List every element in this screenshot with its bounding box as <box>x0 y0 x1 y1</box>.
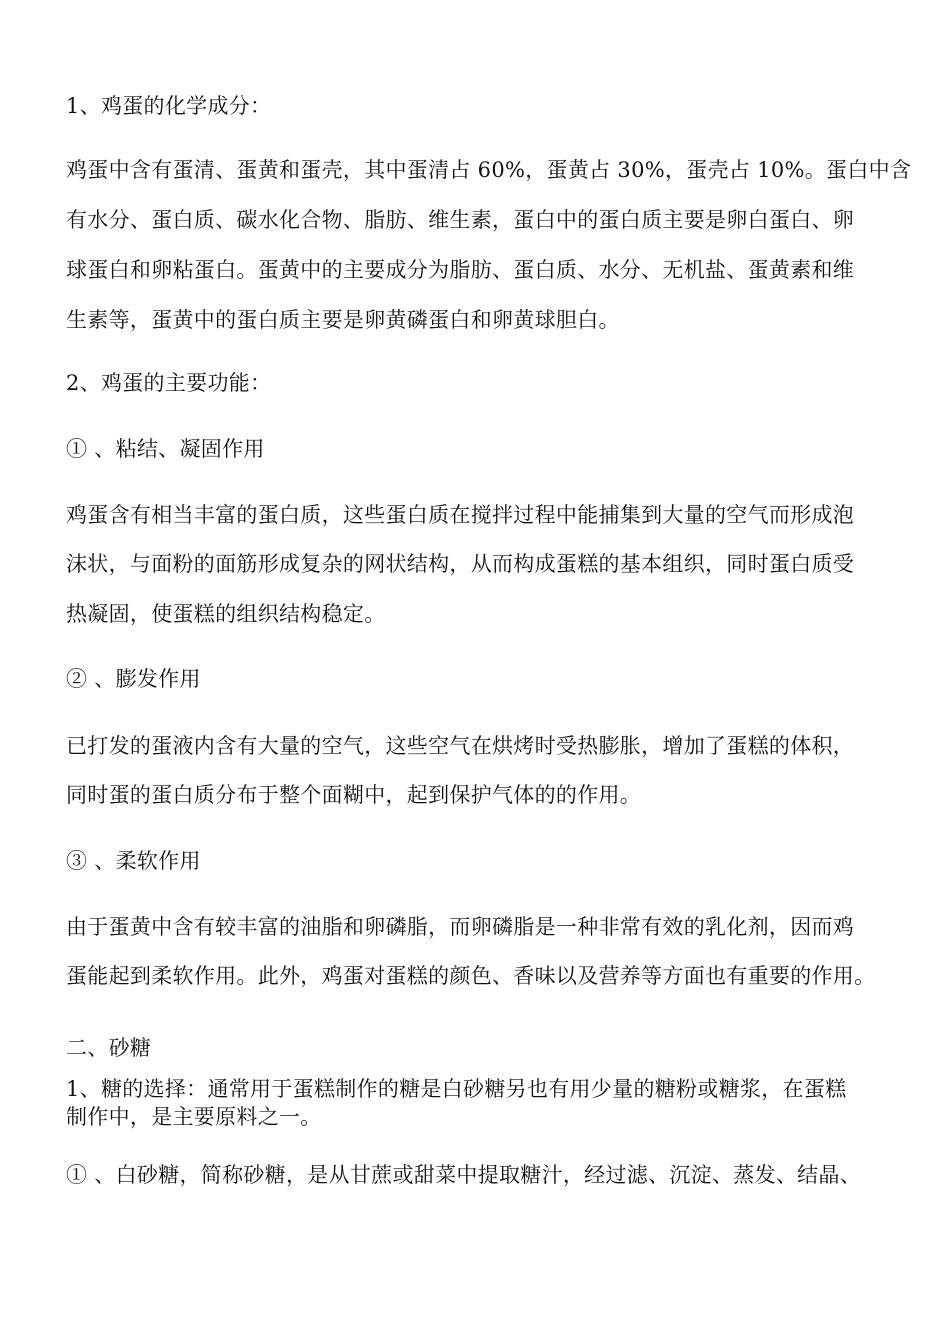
paragraph-line: 制作中，是主要原料之一。 <box>66 1105 322 1129</box>
subheading-binding: ① 、粘结、凝固作用 <box>66 437 265 461</box>
heading-chemical-composition: 1、鸡蛋的化学成分： <box>66 94 272 118</box>
paragraph-line: 已打发的蛋液内含有大量的空气，这些空气在烘烤时受热膨胀，增加了蛋糕的体积， <box>66 734 855 758</box>
paragraph-line: 生素等，蛋黄中的蛋白质主要是卵黄磷蛋白和卵黄球胆白。 <box>66 308 620 332</box>
paragraph-line: 1、糖的选择：通常用于蛋糕制作的糖是白砂糖另也有用少量的糖粉或糖浆，在蛋糕 <box>66 1077 847 1101</box>
paragraph-line: ① 、白砂糖，简称砂糖，是从甘蔗或甜菜中提取糖汁，经过滤、沉淀、蒸发、结晶、 <box>66 1163 862 1187</box>
paragraph-line: 有水分、蛋白质、碳水化合物、脂肪、维生素，蛋白中的蛋白质主要是卵白蛋白、卵 <box>66 208 855 232</box>
paragraph-line: 同时蛋的蛋白质分布于整个面糊中，起到保护气体的的作用。 <box>66 783 642 807</box>
heading-main-functions: 2、鸡蛋的主要功能： <box>66 371 272 395</box>
paragraph-line: 鸡蛋含有相当丰富的蛋白质，这些蛋白质在搅拌过程中能捕集到大量的空气而形成泡 <box>66 503 855 527</box>
paragraph-line: 沫状，与面粉的面筋形成复杂的网状结构，从而构成蛋糕的基本组织，同时蛋白质受 <box>66 552 855 576</box>
subheading-softening: ③ 、柔软作用 <box>66 849 201 873</box>
paragraph-line: 热凝固，使蛋糕的组织结构稳定。 <box>66 602 386 626</box>
paragraph-line: 由于蛋黄中含有较丰富的油脂和卵磷脂，而卵磷脂是一种非常有效的乳化剂，因而鸡 <box>66 915 855 939</box>
paragraph-line: 蛋能起到柔软作用。此外，鸡蛋对蛋糕的颜色、香味以及营养等方面也有重要的作用。 <box>66 964 876 988</box>
subheading-leavening: ② 、膨发作用 <box>66 667 201 691</box>
paragraph-line: 鸡蛋中含有蛋清、蛋黄和蛋壳，其中蛋清占 60%，蛋黄占 30%，蛋壳占 10%。蛋白中含 <box>66 158 912 182</box>
paragraph-line: 球蛋白和卵粘蛋白。蛋黄中的主要成分为脂肪、蛋白质、水分、无机盐、蛋黄素和维 <box>66 258 855 282</box>
section-heading-sugar: 二、砂糖 <box>66 1036 152 1060</box>
